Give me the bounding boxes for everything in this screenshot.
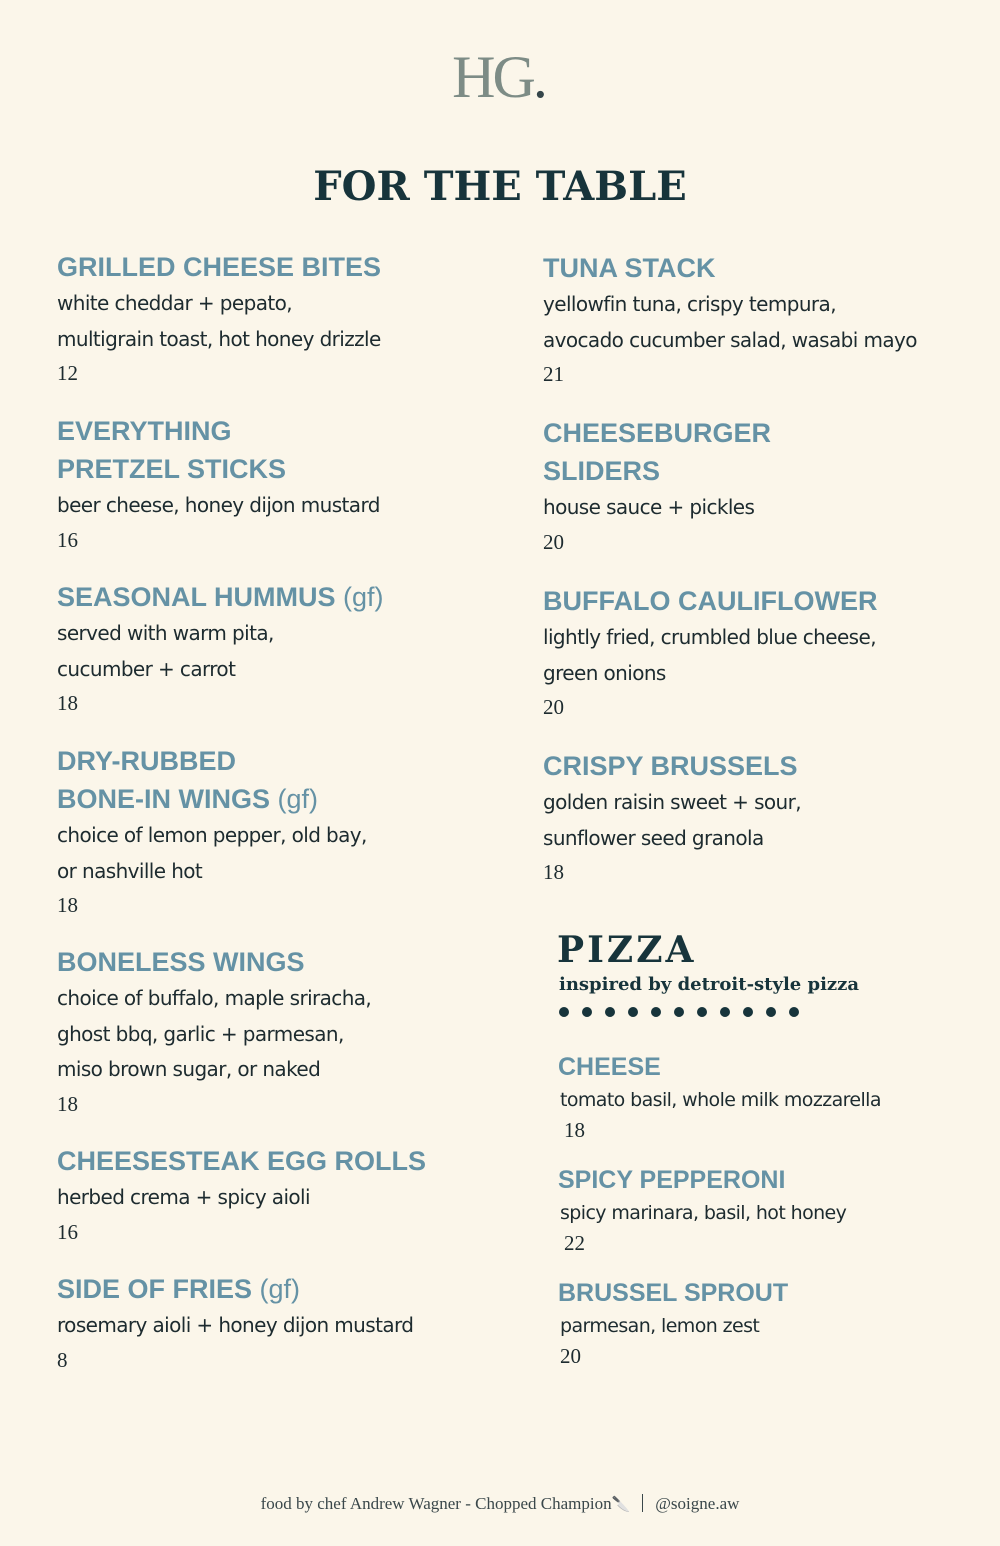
item-name-line-2: BONE-IN WINGS bbox=[57, 784, 270, 814]
item-description: miso brown sugar, or naked bbox=[57, 1057, 321, 1081]
menu-item-crispy-brussels bbox=[543, 747, 801, 887]
divider-dot bbox=[720, 1007, 730, 1017]
logo bbox=[0, 42, 1000, 112]
pizza-section-title: PIZZA bbox=[557, 929, 697, 971]
item-name: SPICY PEPPERONI bbox=[558, 1166, 786, 1194]
menu-item-buffalo-cauliflower bbox=[543, 582, 877, 722]
item-description: herbed crema + spicy aioli bbox=[57, 1185, 310, 1209]
item-name: SEASONAL HUMMUS bbox=[57, 582, 336, 612]
item-description: choice of lemon pepper, old bay, bbox=[57, 823, 367, 847]
divider-dot bbox=[582, 1007, 592, 1017]
item-price: 22 bbox=[564, 1231, 585, 1255]
item-price: 20 bbox=[543, 529, 564, 554]
divider-dot bbox=[697, 1007, 707, 1017]
menu-item-tuna-stack bbox=[543, 249, 917, 389]
page-title: FOR THE TABLE bbox=[313, 163, 687, 210]
divider-dot bbox=[766, 1007, 776, 1017]
item-description: ghost bbq, garlic + parmesan, bbox=[57, 1021, 344, 1046]
item-name-row bbox=[57, 1270, 413, 1308]
item-name: CRISPY BRUSSELS bbox=[543, 751, 798, 781]
item-price: 8 bbox=[57, 1347, 68, 1372]
item-description: multigrain toast, hot honey drizzle bbox=[57, 326, 381, 351]
item-price: 20 bbox=[560, 1344, 581, 1368]
menu-item-grilled-cheese-bites bbox=[57, 248, 381, 388]
item-price: 18 bbox=[57, 1091, 78, 1116]
divider-dot bbox=[628, 1007, 638, 1017]
pizza-section-subtitle: inspired by detroit-style pizza bbox=[559, 974, 860, 995]
pizza-item-cheese bbox=[558, 1049, 881, 1145]
item-name: BONELESS WINGS bbox=[57, 947, 305, 977]
pizza-item-brussel-sprout bbox=[558, 1275, 788, 1371]
item-description: lightly fried, crumbled blue cheese, bbox=[543, 625, 876, 649]
item-price: 16 bbox=[57, 1219, 78, 1244]
item-name: BRUSSEL SPROUT bbox=[558, 1279, 789, 1307]
footer bbox=[0, 1490, 1000, 1518]
menu-item-everything-pretzel-sticks bbox=[57, 412, 380, 555]
item-description: rosemary aioli + honey dijon mustard bbox=[57, 1313, 414, 1337]
item-price: 16 bbox=[57, 527, 78, 552]
item-price: 12 bbox=[57, 361, 78, 385]
item-price: 18 bbox=[543, 860, 564, 884]
item-description: sunflower seed granola bbox=[543, 825, 764, 850]
item-description: served with warm pita, bbox=[57, 621, 274, 645]
item-description: white cheddar + pepato, bbox=[57, 291, 292, 315]
item-description: green onions bbox=[543, 660, 666, 685]
item-description: or nashville hot bbox=[57, 858, 203, 883]
logo-text: HG bbox=[452, 44, 533, 110]
item-description: choice of buffalo, maple sriracha, bbox=[57, 986, 372, 1010]
item-price: 21 bbox=[543, 362, 564, 386]
social-handle[interactable]: @soigne.aw bbox=[655, 1494, 740, 1513]
item-name: SIDE OF FRIES bbox=[57, 1274, 253, 1304]
item-price: 18 bbox=[57, 893, 78, 917]
menu-item-side-of-fries bbox=[57, 1270, 413, 1375]
item-description: house sauce + pickles bbox=[543, 495, 755, 519]
menu-item-cheesesteak-egg-rolls bbox=[57, 1142, 426, 1247]
pizza-item-spicy-pepperoni bbox=[558, 1162, 846, 1258]
item-description: cucumber + carrot bbox=[57, 656, 236, 681]
menu-item-boneless-wings bbox=[57, 943, 371, 1119]
item-description: golden raisin sweet + sour, bbox=[543, 790, 801, 814]
item-price: 18 bbox=[57, 691, 78, 715]
item-description: parmesan, lemon zest bbox=[560, 1315, 760, 1337]
divider-dot bbox=[559, 1007, 569, 1017]
logo-dot: . bbox=[532, 44, 548, 110]
item-name: TUNA STACK bbox=[543, 253, 716, 283]
item-description: avocado cucumber salad, wasabi mayo bbox=[543, 327, 917, 352]
item-price: 20 bbox=[543, 695, 564, 719]
item-name: CHEESESTEAK EGG ROLLS bbox=[57, 1146, 427, 1176]
divider-dot bbox=[743, 1007, 753, 1017]
item-price: 18 bbox=[564, 1118, 585, 1142]
menu-item-cheeseburger-sliders bbox=[543, 414, 771, 557]
item-description: spicy marinara, basil, hot honey bbox=[560, 1202, 847, 1224]
chef-credit: food by chef Andrew Wagner - Chopped Champion bbox=[260, 1494, 612, 1513]
item-name-line-2: SLIDERS bbox=[543, 456, 661, 486]
item-name: CHEESE bbox=[558, 1053, 661, 1081]
menu-item-bone-in-wings bbox=[57, 742, 367, 920]
footer-divider bbox=[642, 1494, 643, 1512]
item-description: yellowfin tuna, crispy tempura, bbox=[543, 292, 836, 316]
item-name: DRY-RUBBED bbox=[57, 746, 237, 776]
item-description: tomato basil, whole milk mozzarella bbox=[560, 1089, 881, 1111]
divider-dot bbox=[674, 1007, 684, 1017]
item-name: GRILLED CHEESE BITES bbox=[57, 252, 382, 282]
item-name: BUFFALO CAULIFLOWER bbox=[543, 586, 878, 616]
item-name: CHEESEBURGER bbox=[543, 418, 772, 448]
item-name-row bbox=[57, 578, 384, 616]
item-name-row bbox=[57, 780, 367, 818]
gluten-free-tag: (gf) bbox=[277, 784, 319, 814]
gluten-free-tag: (gf) bbox=[259, 1274, 301, 1304]
divider-dot bbox=[605, 1007, 615, 1017]
knife-icon: 🔪 bbox=[611, 1495, 631, 1513]
item-name-line-2: PRETZEL STICKS bbox=[57, 454, 287, 484]
item-description: beer cheese, honey dijon mustard bbox=[57, 493, 380, 517]
divider-dot bbox=[651, 1007, 661, 1017]
gluten-free-tag: (gf) bbox=[343, 582, 384, 612]
menu-item-seasonal-hummus bbox=[57, 578, 384, 718]
divider-dot bbox=[789, 1007, 799, 1017]
dotted-divider bbox=[559, 1007, 799, 1017]
item-name: EVERYTHING bbox=[57, 416, 232, 446]
